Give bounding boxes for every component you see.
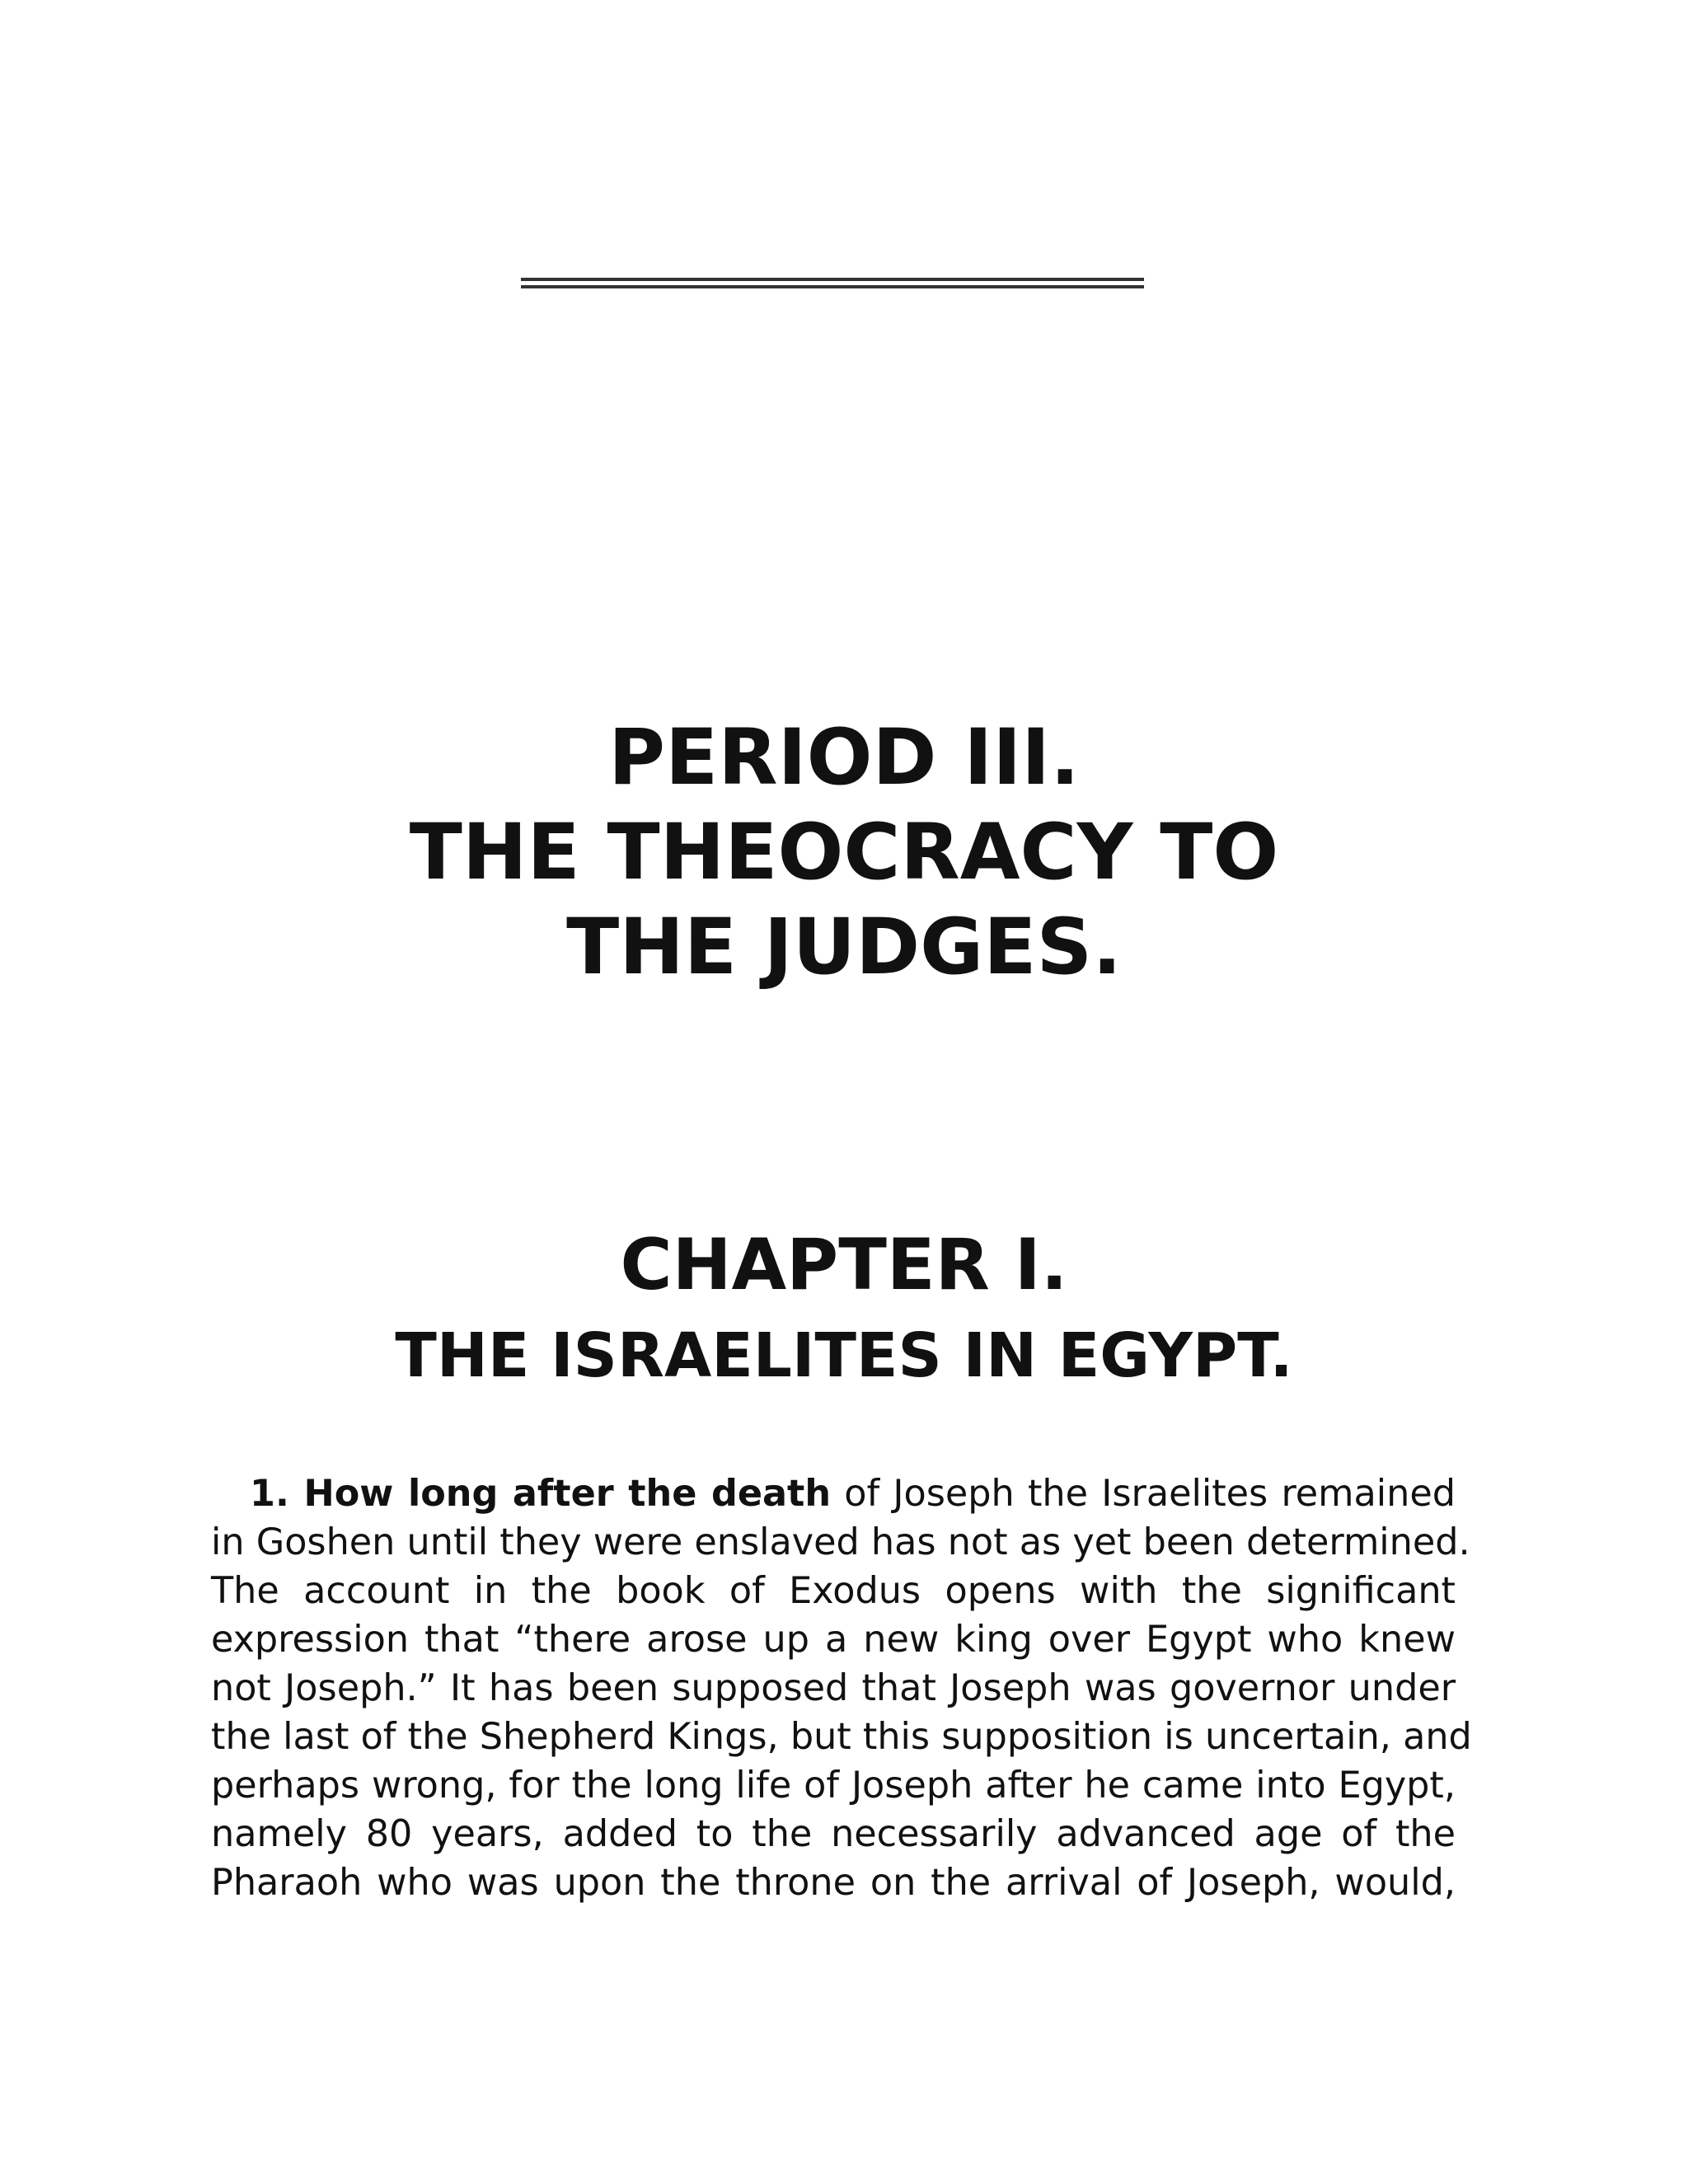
chapter-title: CHAPTER I. bbox=[620, 1224, 1068, 1306]
paragraph-lead: 1. How long after the death bbox=[250, 1473, 832, 1515]
rule-line-top bbox=[521, 278, 1144, 281]
paragraph-line-1 bbox=[211, 1469, 1456, 1518]
paragraph-line-6: the last of the Shepherd Kings, but this supposition is uncertain, and bbox=[211, 1716, 1472, 1758]
paragraph-line-1-rest: of Joseph the Israelites remained bbox=[831, 1473, 1456, 1515]
period-title-line-3: THE JUDGES. bbox=[566, 902, 1122, 992]
paragraph-line-2: in Goshen until they were enslaved has not as yet been determined. bbox=[211, 1521, 1470, 1563]
paragraph-line-3: The account in the book of Exodus opens with the significant bbox=[211, 1570, 1456, 1612]
paragraph-line-7: perhaps wrong, for the long life of Joseph after he came into Egypt, bbox=[211, 1765, 1456, 1807]
body-paragraph bbox=[211, 1469, 1472, 1907]
paragraph-line-5: not Joseph.” It has been supposed that Joseph was governor under bbox=[211, 1667, 1456, 1709]
paragraph-line-4: expression that “there arose up a new king over Egypt who knew bbox=[211, 1619, 1456, 1661]
period-title-line-1: PERIOD III. bbox=[608, 713, 1080, 803]
paragraph-line-9: Pharaoh who was upon the throne on the arrival of Joseph, would, bbox=[211, 1862, 1456, 1904]
double-rule-divider bbox=[521, 278, 1144, 289]
period-title bbox=[0, 710, 1688, 995]
rule-line-bottom bbox=[521, 285, 1144, 288]
period-title-line-2: THE THEOCRACY TO bbox=[409, 808, 1279, 898]
paragraph-line-8: namely 80 years, added to the necessarily advanced age of the bbox=[211, 1813, 1456, 1855]
chapter-subtitle: THE ISRAELITES IN EGYPT. bbox=[395, 1320, 1293, 1391]
